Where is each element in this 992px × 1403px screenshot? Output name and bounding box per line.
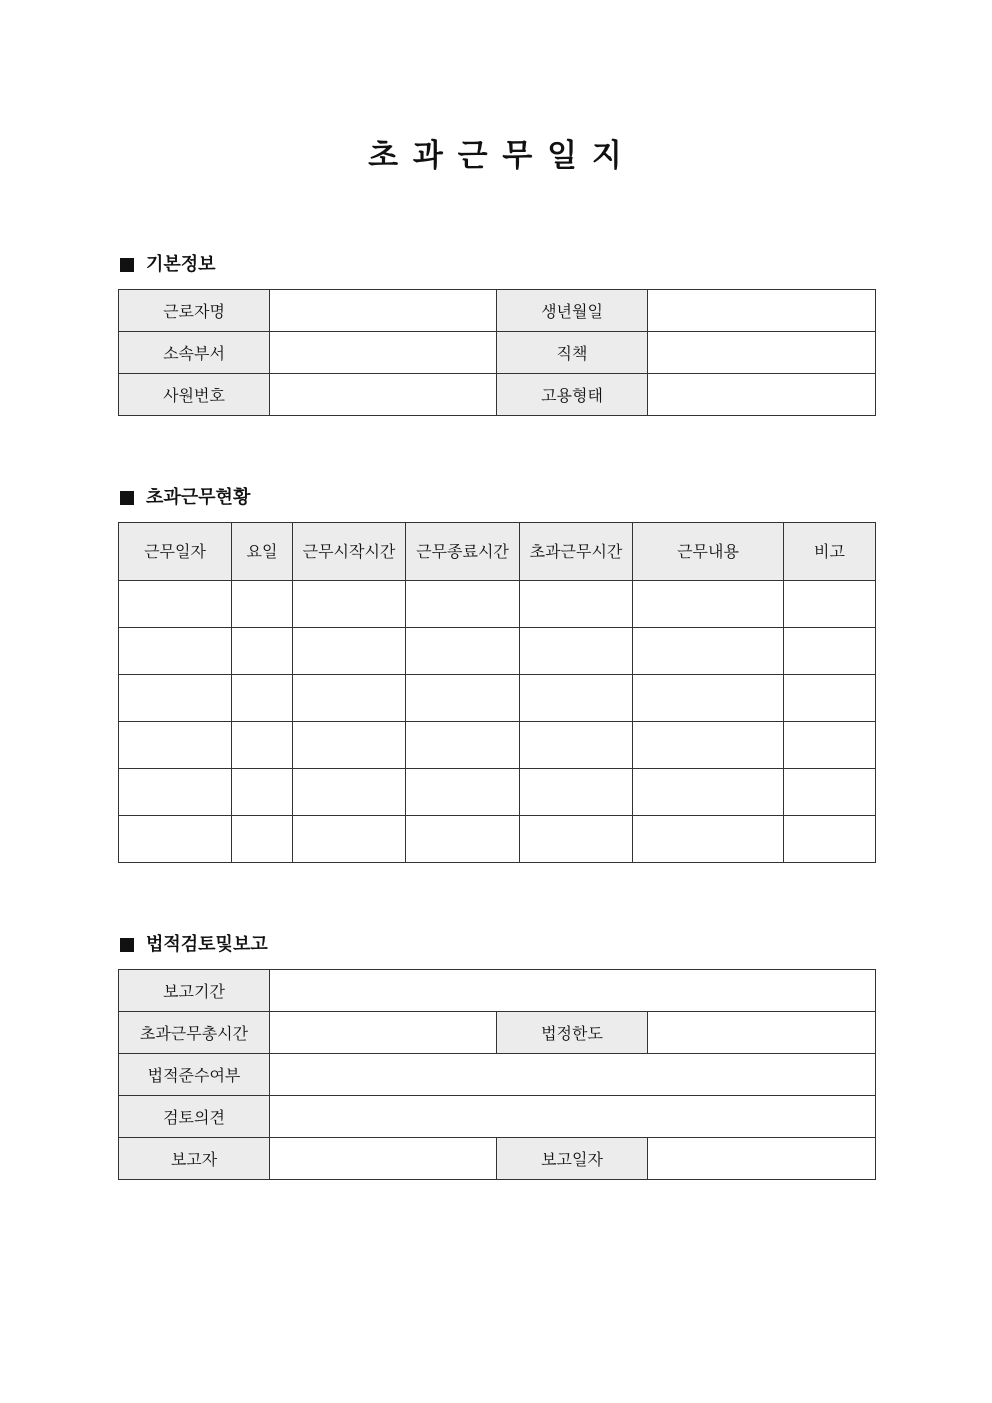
column-header-work-content: 근무내용 xyxy=(633,523,784,581)
department-field[interactable] xyxy=(270,332,497,374)
table-row xyxy=(119,628,876,675)
table-row xyxy=(119,581,876,628)
work-content-cell[interactable] xyxy=(633,769,784,816)
legal-limit-field[interactable] xyxy=(648,1012,876,1054)
report-period-field[interactable] xyxy=(270,970,876,1012)
reporter-field[interactable] xyxy=(270,1138,497,1180)
remarks-cell[interactable] xyxy=(784,769,876,816)
work-content-cell[interactable] xyxy=(633,581,784,628)
overtime-hours-cell[interactable] xyxy=(520,628,633,675)
section-heading-overtime xyxy=(120,486,250,510)
weekday-cell[interactable] xyxy=(232,675,293,722)
work-date-cell[interactable] xyxy=(119,628,232,675)
basic-info-table xyxy=(118,289,876,416)
table-row xyxy=(119,1054,876,1096)
report-date-field[interactable] xyxy=(648,1138,876,1180)
legal-review-table xyxy=(118,969,876,1180)
remarks-cell[interactable] xyxy=(784,581,876,628)
legal-compliance-field[interactable] xyxy=(270,1054,876,1096)
table-row xyxy=(119,332,876,374)
end-time-cell[interactable] xyxy=(406,581,520,628)
column-header-start-time: 근무시작시간 xyxy=(293,523,406,581)
work-content-cell[interactable] xyxy=(633,816,784,863)
total-overtime-field[interactable] xyxy=(270,1012,497,1054)
table-row xyxy=(119,816,876,863)
remarks-cell[interactable] xyxy=(784,675,876,722)
table-row xyxy=(119,769,876,816)
document-title: 초 과 근 무 일 지 xyxy=(368,138,624,174)
end-time-cell[interactable] xyxy=(406,628,520,675)
weekday-cell[interactable] xyxy=(232,722,293,769)
overtime-hours-cell[interactable] xyxy=(520,675,633,722)
overtime-hours-cell[interactable] xyxy=(520,769,633,816)
legal-limit-label: 법정한도 xyxy=(497,1012,648,1054)
weekday-cell[interactable] xyxy=(232,628,293,675)
start-time-cell[interactable] xyxy=(293,628,406,675)
position-label: 직책 xyxy=(497,332,648,374)
remarks-cell[interactable] xyxy=(784,816,876,863)
section-heading-basic-info xyxy=(120,253,216,277)
reporter-label: 보고자 xyxy=(119,1138,270,1180)
section-heading-label: 초과근무현황 xyxy=(146,487,251,508)
work-date-cell[interactable] xyxy=(119,769,232,816)
worker-name-field[interactable] xyxy=(270,290,497,332)
overtime-hours-cell[interactable] xyxy=(520,816,633,863)
table-row xyxy=(119,970,876,1012)
section-heading-label: 기본정보 xyxy=(146,254,216,275)
weekday-cell[interactable] xyxy=(232,816,293,863)
birth-date-field[interactable] xyxy=(648,290,876,332)
table-row xyxy=(119,290,876,332)
employment-type-field[interactable] xyxy=(648,374,876,416)
square-bullet-icon xyxy=(120,491,134,505)
remarks-cell[interactable] xyxy=(784,628,876,675)
table-row xyxy=(119,1096,876,1138)
end-time-cell[interactable] xyxy=(406,722,520,769)
column-header-remarks: 비고 xyxy=(784,523,876,581)
start-time-cell[interactable] xyxy=(293,816,406,863)
section-heading-label: 법적검토및보고 xyxy=(146,934,268,955)
review-opinion-label: 검토의견 xyxy=(119,1096,270,1138)
worker-name-label: 근로자명 xyxy=(119,290,270,332)
work-content-cell[interactable] xyxy=(633,675,784,722)
legal-compliance-label: 법적준수여부 xyxy=(119,1054,270,1096)
end-time-cell[interactable] xyxy=(406,675,520,722)
section-heading-legal-review xyxy=(120,933,268,957)
start-time-cell[interactable] xyxy=(293,722,406,769)
employee-id-field[interactable] xyxy=(270,374,497,416)
column-header-weekday: 요일 xyxy=(232,523,293,581)
employee-id-label: 사원번호 xyxy=(119,374,270,416)
table-row xyxy=(119,722,876,769)
review-opinion-field[interactable] xyxy=(270,1096,876,1138)
remarks-cell[interactable] xyxy=(784,722,876,769)
table-header-row xyxy=(119,523,876,581)
total-overtime-label: 초과근무총시간 xyxy=(119,1012,270,1054)
work-content-cell[interactable] xyxy=(633,628,784,675)
column-header-overtime-hours: 초과근무시간 xyxy=(520,523,633,581)
work-date-cell[interactable] xyxy=(119,722,232,769)
birth-date-label: 생년월일 xyxy=(497,290,648,332)
start-time-cell[interactable] xyxy=(293,581,406,628)
square-bullet-icon xyxy=(120,938,134,952)
work-date-cell[interactable] xyxy=(119,675,232,722)
report-date-label: 보고일자 xyxy=(497,1138,648,1180)
overtime-hours-cell[interactable] xyxy=(520,722,633,769)
weekday-cell[interactable] xyxy=(232,769,293,816)
report-period-label: 보고기간 xyxy=(119,970,270,1012)
table-row xyxy=(119,675,876,722)
employment-type-label: 고용형태 xyxy=(497,374,648,416)
column-header-end-time: 근무종료시간 xyxy=(406,523,520,581)
overtime-table xyxy=(118,522,876,863)
work-content-cell[interactable] xyxy=(633,722,784,769)
end-time-cell[interactable] xyxy=(406,769,520,816)
start-time-cell[interactable] xyxy=(293,675,406,722)
square-bullet-icon xyxy=(120,258,134,272)
overtime-hours-cell[interactable] xyxy=(520,581,633,628)
table-row xyxy=(119,374,876,416)
work-date-cell[interactable] xyxy=(119,581,232,628)
weekday-cell[interactable] xyxy=(232,581,293,628)
work-date-cell[interactable] xyxy=(119,816,232,863)
position-field[interactable] xyxy=(648,332,876,374)
column-header-work-date: 근무일자 xyxy=(119,523,232,581)
table-row xyxy=(119,1138,876,1180)
table-row xyxy=(119,1012,876,1054)
start-time-cell[interactable] xyxy=(293,769,406,816)
department-label: 소속부서 xyxy=(119,332,270,374)
end-time-cell[interactable] xyxy=(406,816,520,863)
